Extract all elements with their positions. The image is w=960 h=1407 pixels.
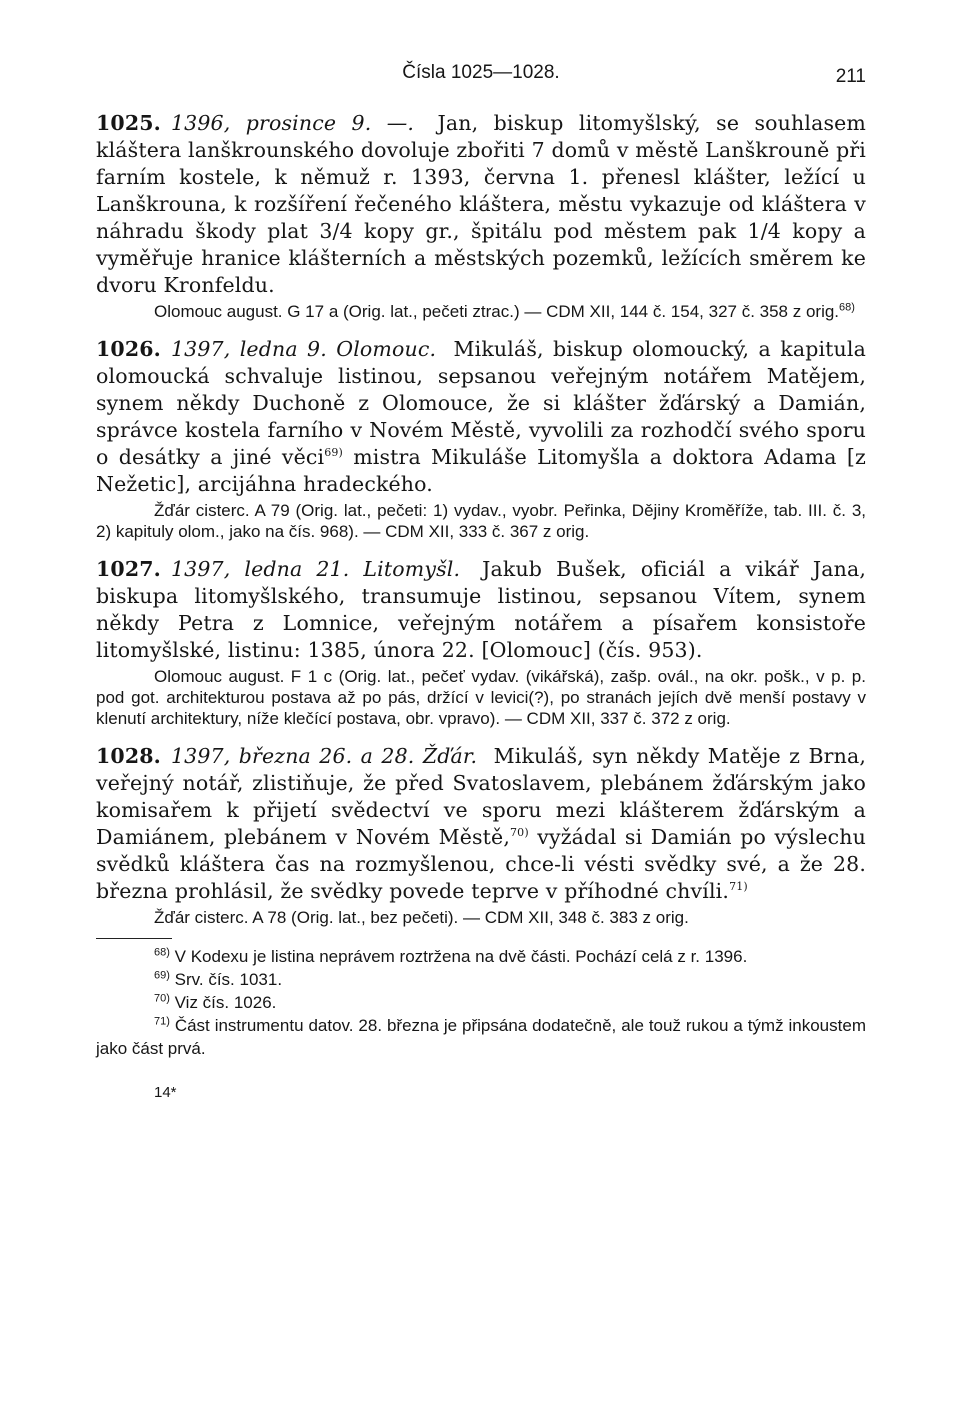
entry-date: 1397, ledna 21. Litomyšl.: [170, 557, 461, 581]
footnote-ref: 69): [324, 446, 343, 460]
entry-number: 1026.: [96, 337, 161, 361]
footnote-mark: 70): [154, 992, 170, 1005]
entry-body: [96, 110, 866, 299]
entry-1026: [96, 336, 866, 542]
footnotes: [96, 945, 866, 1060]
entry-body: [96, 556, 866, 664]
footnote-mark: 69): [154, 969, 170, 982]
entry-text: vyžádal si Damián po výslechu svědků kláštera čas na rozmyšlenou, chce-li vésti svědky své, a že 28. března prohlásil, že svědky povede teprve v příhodné chvíli.: [96, 825, 867, 903]
source-note-text: Žďár cisterc. A 78 (Orig. lat., bez pečeti). — CDM XII, 348 č. 383 z orig.: [154, 908, 689, 927]
footnote: [96, 968, 866, 991]
source-note: [96, 907, 866, 928]
footnote-mark: 68): [154, 946, 170, 959]
source-note-text: Olomouc august. G 17 a (Orig. lat., pečeti ztrac.) — CDM XII, 144 č. 154, 327 č. 358 z orig.: [154, 302, 840, 321]
footnote-ref: 70): [510, 826, 529, 840]
entry-text: Mikuláš, syn někdy Matěje z Brna, veřejný notář, zlistiňuje, že před Svatoslavem, plebánem žďárským jako komisařem k přijetí svědectví ve sporu mezi klášterem žďárským a Damiánem, plebánem v Novém Městě,: [96, 744, 866, 849]
entry-1025: [96, 110, 866, 322]
source-note: [96, 666, 866, 729]
entry-1028: [96, 743, 866, 928]
entry-text: kopy a vyměřuje hranice klášterních a městských pozemků, ležících směrem ke dvoru Kronfeldu.: [96, 219, 866, 297]
footnote: [96, 1014, 866, 1060]
page-number: 211: [835, 66, 866, 87]
entry-text: Jakub Bušek, oficiál a vikář Jana, biskupa litomyšlského, transumuje listinou, sepsanou Vítem, synem někdy Petra z Lomnice, veřejným notářem a písařem konsistoře litomyšlské, listinu: 1385, února 22. [Olomouc] (čís. 953).: [96, 557, 867, 662]
footnote-text: Viz čís. 1026.: [174, 993, 277, 1012]
source-note-text: Žďár cisterc. A 79 (Orig. lat., pečeti: 1) vydav., vyobr. Peřinka, Dějiny Kroměříže, tab. III. č. 3, 2) kapituly olom., jako na čís. 968). — CDM XII, 333 č. 367 z orig.: [96, 501, 866, 541]
page-header: [96, 56, 866, 96]
entry-number: 1025.: [96, 111, 161, 135]
footnote-divider: [96, 938, 172, 939]
entry-number: 1028.: [96, 744, 161, 768]
fraction: 3/4: [319, 219, 353, 243]
printer-signature: 14*: [154, 1084, 177, 1101]
running-title: Čísla 1025—1028.: [402, 62, 560, 83]
source-note-text: Olomouc august. F 1 c (Orig. lat., pečeť vydav. (vikářská), zašp. ovál., na okr. pošk., v p. p. pod got. architekturou postava až po pás, držící v levici(?), po stranách jejích dvě menší postavy v klenutí architektury, níže klečící postava, obr. vpravo). — CDM XII, 337 č. 372 z orig.: [96, 667, 866, 728]
footnote-text: V Kodexu je listina neprávem roztržena na dvě části. Pochází celá z r. 1396.: [174, 947, 748, 966]
entry-number: 1027.: [96, 557, 161, 581]
document-page: [96, 56, 866, 1101]
footnote-ref: 68): [839, 301, 855, 314]
entry-1027: [96, 556, 866, 729]
footnote-text: Část instrumentu datov. 28. března je připsána dodatečně, ale touž rukou a týmž inkoustem jako část prvá.: [96, 1016, 866, 1058]
source-note: [96, 500, 866, 542]
entry-text: kopy gr., špitálu pod městem pak: [352, 219, 748, 243]
entry-body: [96, 336, 866, 498]
entry-date: 1396, prosince 9. —.: [170, 111, 415, 135]
entry-text: mistra Mikuláše Litomyšla a doktora Adama [z Nežetic], arcijáhna hradeckého.: [96, 445, 866, 496]
footnote-ref: 71): [729, 880, 748, 894]
footnote: [96, 991, 866, 1014]
entry-text: Jan, biskup litomyšlský, se souhlasem kláštera lanškrounského dovoluje zbořiti 7 domů v městě Lanškrouně při farním kostele, k němuž r. 1393, června 1. přenesl klášter, ležící u Lanškrouna, k rozšíření řečeného kláštera, městu vykazuje od kláštera v náhradu škody plat: [96, 111, 866, 243]
footnote-mark: 71): [154, 1015, 170, 1028]
source-note: [96, 301, 866, 322]
fraction: 1/4: [747, 219, 781, 243]
entry-date: 1397, ledna 9. Olomouc.: [170, 337, 437, 361]
entry-date: 1397, března 26. a 28. Žďár.: [170, 744, 478, 768]
footnote: [96, 945, 866, 968]
entry-body: [96, 743, 866, 905]
entry-text: Mikuláš, biskup olomoucký, a kapitula olomoucká schvaluje listinou, sepsanou veřejným notářem Matějem, synem někdy Duchoně z Olomouce, že si klášter žďárský a Damián, správce kostela farního v Novém Městě, vyvolili za rozhodčí svého sporu o desátky a jiné věci: [96, 337, 866, 469]
footnote-text: Srv. čís. 1031.: [174, 970, 283, 989]
